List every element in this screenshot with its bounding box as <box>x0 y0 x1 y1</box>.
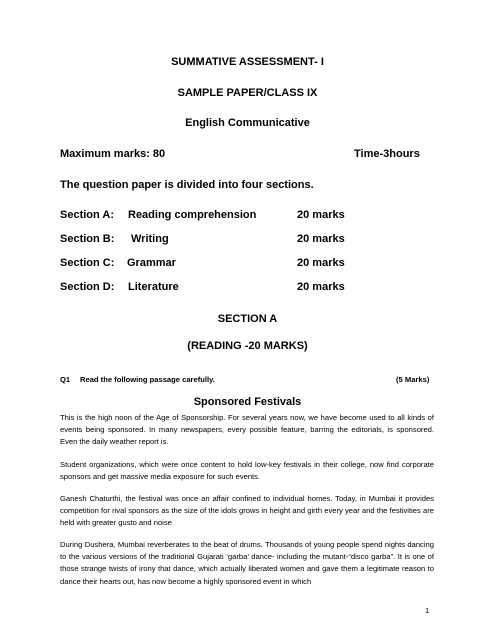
section-name: Literature <box>128 281 179 293</box>
section-id: Section C: <box>60 257 115 269</box>
question-marks: (5 Marks) <box>396 375 430 384</box>
section-name: Reading comprehension <box>128 209 257 221</box>
sections-note: The question paper is divided into four sections. <box>60 179 314 191</box>
section-marks: 20 marks <box>297 209 345 221</box>
section-id: Section B: <box>60 233 115 245</box>
max-marks: Maximum marks: 80 <box>60 148 166 160</box>
time-allowed: Time-3hours <box>354 148 420 160</box>
subject-title: English Communicative <box>185 117 310 129</box>
passage-title: Sponsored Festivals <box>193 396 302 408</box>
paper-subtitle: SAMPLE PAPER/CLASS IX <box>177 87 318 99</box>
page-number: 1 <box>425 606 430 615</box>
section-a-heading: SECTION A <box>217 313 278 325</box>
passage-paragraph: Student organizations, which were once content to hold low-key festivals in their college, now find corporate sponsors and get massive media exposure for such events. <box>60 460 434 482</box>
section-marks: 20 marks <box>297 281 345 293</box>
question-instruction: Read the following passage carefully. <box>80 375 215 384</box>
assessment-title: SUMMATIVE ASSESSMENT- I <box>171 56 324 68</box>
passage-paragraph: This is the high noon of the Age of Sponsorship. For several years now, we have become used to all kinds of events being sponsored. In many newspapers, every possible feature, barring the editorials, is sponsored. Even the daily weather report is. <box>60 413 434 447</box>
question-number: Q1 <box>60 375 71 384</box>
section-marks: 20 marks <box>297 257 345 269</box>
section-a-subheading: (READING -20 MARKS) <box>187 340 308 352</box>
section-id: Section D: <box>60 281 115 293</box>
passage-paragraph: Ganesh Chaturthi, the festival was once an affair confined to individual homes. Today, in Mumbai it provides competition for rival sponsors as the size of the idols grows in height and girth every year and the festivities are held with greater gusto and noise <box>60 494 434 528</box>
passage-paragraph: During Dushera, Mumbai reverberates to the beat of drums. Thousands of young people spend nights dancing to the various versions of the traditional Gujarati ‘garba’ dance- including the mutant-“disco garba”. It is one of those strange twists of irony that dance, which actually liberated women and gave them a legitimate reason to dance their hearts out, has now become a highly sponsored event in which <box>60 540 434 586</box>
section-marks: 20 marks <box>297 233 345 245</box>
section-id: Section A: <box>60 209 114 221</box>
section-name: Writing <box>131 233 169 245</box>
section-name: Grammar <box>127 257 176 269</box>
